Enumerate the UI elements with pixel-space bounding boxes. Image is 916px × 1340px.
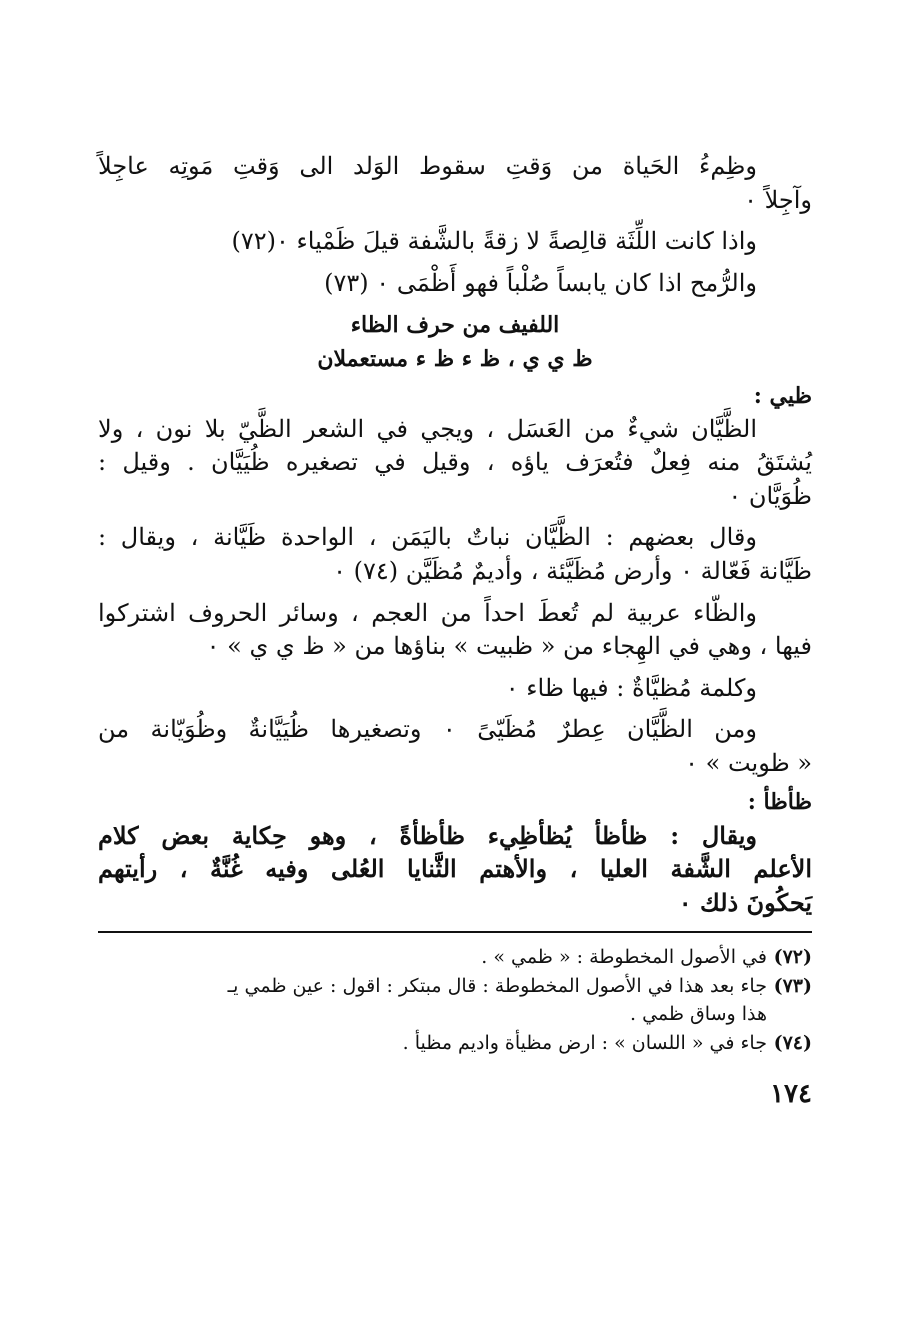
footnote-line <box>98 1000 812 1029</box>
entry-zyy <box>98 413 812 781</box>
entry-zaza <box>98 819 812 920</box>
text-line: واذا كانت اللِّثَة قالِصةً لا زقةً بالشَّفة قيلَ ظَمْياء ٠(٧٢) <box>231 227 757 256</box>
paragraph <box>98 713 812 780</box>
footnote-number: (٧٣) <box>766 974 812 997</box>
paragraph <box>98 521 812 588</box>
footnote-text: هذا وساق ظمي . <box>630 1003 767 1026</box>
text-line: ظَيَّانة فَعّالة ٠ وأرض مُظَيَّئة ، وأديمٌ مُظَيَّن (٧٤) ٠ <box>333 556 812 585</box>
footnote-number: (٧٤) <box>766 1031 812 1054</box>
text-line: « ظويت » ٠ <box>685 748 812 777</box>
text-line: يَحكُونَ ذلك ٠ <box>678 887 812 917</box>
paragraph <box>98 267 812 301</box>
paragraph <box>98 225 812 259</box>
paragraph <box>98 672 812 706</box>
text-line: وظِمءُ الحَياة من وَقتِ سقوط الوَلد الى وَقتِ مَوتِه عاجِلاً <box>98 152 757 180</box>
footnote-text: جاء في « اللسان » : ارض مظيأة واديم مظيأ . <box>402 1031 767 1054</box>
body-top <box>98 150 812 300</box>
paragraph <box>98 413 812 514</box>
footnote-text: في الأصول المخطوطة : « ظمي » . <box>481 946 767 969</box>
text-line: الأعلم الشَّفة العليا ، والأهتم الثَّنايا العُلى وفيه غُنَّةٌ ، رأيتهم <box>98 854 812 884</box>
footnote-divider <box>98 931 812 933</box>
entry-heading-zyy: ظيي : <box>753 382 812 409</box>
text-line: ظُوَيَّان ٠ <box>728 481 812 510</box>
entry-heading-zaza: ظأظأ : <box>747 788 812 815</box>
text-line: ومن الظَّيَّان عِطرٌ مُظَيّىً ٠ وتصغيرها ظُيَيَّانةٌ وظُوَيّانة من <box>98 715 757 744</box>
text-line: يُشتَقُ منه فِعلٌ فتُعرَف ياؤه ، وقيل في تصغيره ظُيَيَّان . وقيل : <box>98 448 812 477</box>
text-line: وكلمة مُظيَّاةٌ : فيها ظاء ٠ <box>505 673 757 702</box>
text-line: فيها ، وهي في الهِجاء من « ظبيت » بناؤها من « ظ ي ي » ٠ <box>206 632 812 661</box>
section-subtitle: ظ ي ي ، ظ ء ظ ء مستعملان <box>317 346 593 373</box>
text-line: الظَّيَّان شيءٌ من العَسَل ، ويجي في الشعر الظَّيّ بلا نون ، ولا <box>98 414 757 443</box>
text-line: وآجِلاً ٠ <box>744 185 812 214</box>
footnotes <box>98 943 812 1057</box>
footnote-line <box>98 943 812 972</box>
footnote-line <box>98 972 812 1001</box>
text-line: والظّاء عربية لم تُعطَ احداً من العجم ، وسائر الحروف اشتركوا <box>98 598 757 627</box>
text-line: وقال بعضهم : الظَّيَّان نباتٌ باليَمَن ، الواحدة ظَيَّانة ، ويقال : <box>98 523 757 552</box>
footnote-text: جاء بعد هذا في الأصول المخطوطة : قال مبتكر : اقول : عين ظمي يـ <box>227 974 767 997</box>
footnote-number: (٧٢) <box>766 946 812 969</box>
page-content <box>98 150 812 1109</box>
paragraph <box>98 819 812 920</box>
paragraph <box>98 597 812 664</box>
page-number: ١٧٤ <box>770 1079 812 1110</box>
section-title: اللفيف من حرف الظاء <box>350 312 560 339</box>
text-line: ويقال : ظأظأ يُظأظِيء ظأظأةً ، وهو حِكاية بعض كلام <box>98 820 757 850</box>
text-line: والرُّمح اذا كان يابساً صُلْباً فهو أَظْمَى ٠ (٧٣) <box>324 268 757 297</box>
footnote-line <box>98 1029 812 1058</box>
paragraph <box>98 150 812 217</box>
